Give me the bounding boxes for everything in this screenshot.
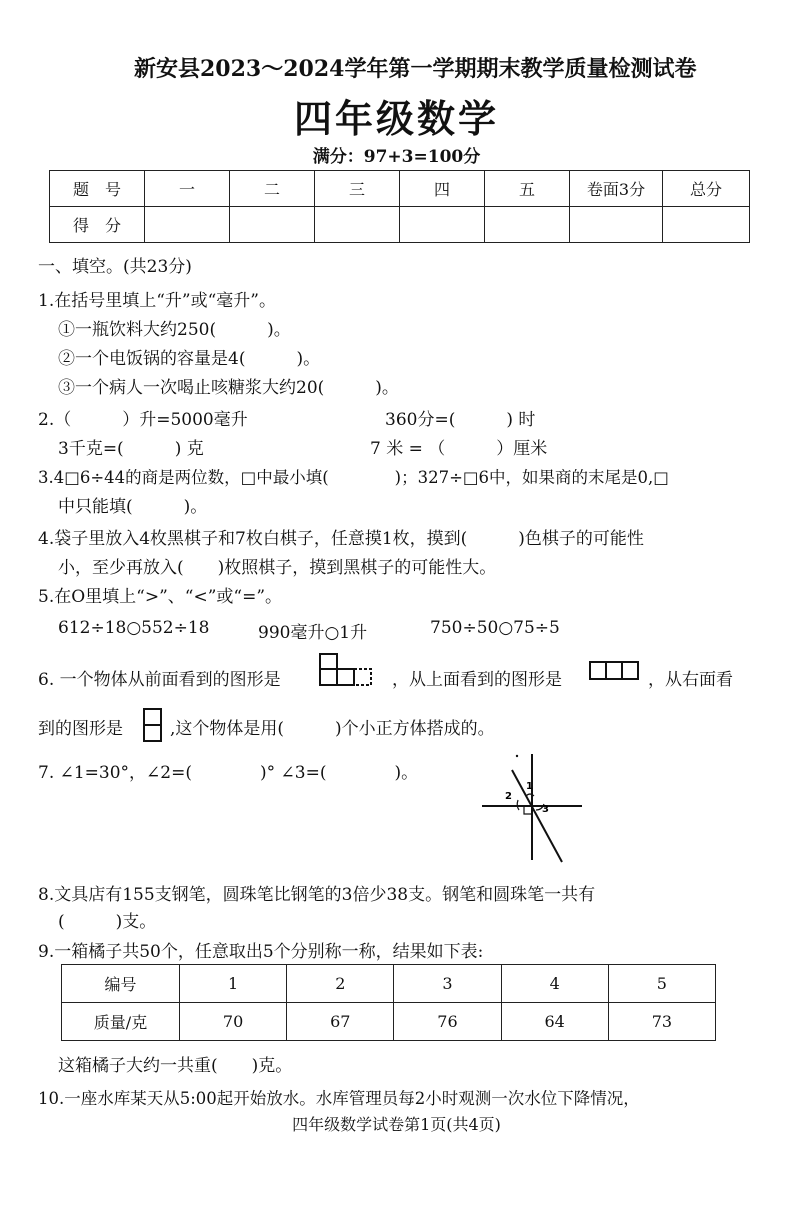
q8-line2: ( )支。 — [58, 912, 157, 932]
q10-line1: 10.一座水库某天从5:00起开始放水。水库管理员每2小时观测一次水位下降情况， — [38, 1089, 640, 1108]
q1-item-c: ③一个病人一次喝止咳糖浆大约20( )。 — [58, 378, 399, 398]
q5-item-a: 612÷18○552÷18 — [58, 618, 210, 638]
q9-stem: 9.一箱橘子共50个，任意取出5个分别称一称，结果如下表: — [38, 942, 484, 962]
q9-after: 这箱橘子大约一共重( )克。 — [58, 1056, 293, 1076]
q7-text: 7. ∠1=30°，∠2=( )° ∠3=( )。 — [38, 763, 419, 783]
q6-part4: 到的图形是 — [38, 719, 123, 739]
angle-diagram — [478, 752, 588, 864]
score-entry-cell[interactable] — [485, 207, 570, 243]
q4-line1: 4.袋子里放入4枚黑棋子和7枚白棋子，任意摸1枚，摸到( )色棋子的可能性 — [38, 529, 644, 549]
q6-part1: 6. 一个物体从前面看到的图形是 — [38, 670, 281, 690]
table-cell: 1 — [180, 965, 287, 1003]
q1-item-b: ②一个电饭锅的容量是4( )。 — [58, 349, 321, 369]
score-header-cell: 总分 — [663, 171, 750, 207]
q5-item-c: 750÷50○75÷5 — [430, 618, 560, 638]
table-cell: 质量/克 — [62, 1003, 180, 1041]
q6-part5: ,这个物体是用( )个小正方体搭成的。 — [170, 719, 495, 739]
page-footer: 四年级数学试卷第1页(共4页) — [292, 1115, 501, 1134]
q3-line1: 3.4□6÷44的商是两位数，□中最小填( )；327÷□6中，如果商的末尾是0,□ — [38, 468, 669, 487]
table-cell: 73 — [608, 1003, 715, 1041]
score-entry-cell[interactable] — [315, 207, 400, 243]
q6-part3: ，从右面看 — [648, 670, 733, 690]
angle-label-2: 2 — [505, 791, 512, 802]
score-header-cell: 四 — [400, 171, 485, 207]
table-cell: 70 — [180, 1003, 287, 1041]
score-table — [49, 170, 750, 243]
q8-line1: 8.文具店有155支钢笔，圆珠笔比钢笔的3倍少38支。钢笔和圆珠笔一共有 — [38, 885, 596, 905]
score-entry-cell[interactable] — [145, 207, 230, 243]
full-score: 满分：97+3=100分 — [312, 147, 481, 167]
right-view-figure — [142, 707, 164, 745]
score-entry-cell[interactable] — [230, 207, 315, 243]
table-cell: 64 — [501, 1003, 608, 1041]
front-view-figure — [318, 652, 376, 688]
q2-item-d: 7 米 = （ ）厘米 — [370, 439, 548, 459]
score-header-cell: 五 — [485, 171, 570, 207]
q2-item-c: 3千克=( ) 克 — [58, 439, 204, 459]
q2-item-b: 360分=( ) 时 — [385, 410, 536, 430]
table-cell: 4 — [501, 965, 608, 1003]
section-title: 一、填空。(共23分) — [38, 257, 192, 277]
subject-title: 四年级数学 — [293, 96, 499, 141]
table-cell: 76 — [394, 1003, 501, 1041]
score-entry-cell[interactable] — [663, 207, 750, 243]
q5-stem: 5.在O里填上“>”、“<”或“=”。 — [38, 587, 283, 607]
orange-weight-table — [61, 964, 716, 1041]
score-entry-cell[interactable] — [570, 207, 663, 243]
q2-item-a: 2.（ ）升=5000毫升 — [38, 410, 248, 430]
q6-part2: ，从上面看到的图形是 — [392, 670, 562, 690]
q1-stem: 1.在括号里填上“升”或“毫升”。 — [38, 291, 276, 311]
table-cell: 2 — [287, 965, 394, 1003]
table-cell: 5 — [608, 965, 715, 1003]
exam-title: 新安县2023～2024学年第一学期期末教学质量检测试卷 — [134, 56, 697, 82]
table-cell: 67 — [287, 1003, 394, 1041]
q5-item-b: 990毫升○1升 — [258, 623, 368, 643]
score-header-cell: 卷面3分 — [570, 171, 663, 207]
score-entry-cell[interactable] — [400, 207, 485, 243]
table-cell: 3 — [394, 965, 501, 1003]
angle-label-1: 1 — [526, 781, 533, 792]
angle-label-3: 3 — [542, 804, 549, 815]
q1-item-a: ①一瓶饮料大约250( )。 — [58, 320, 291, 340]
score-header-cell: 题 号 — [50, 171, 145, 207]
top-view-figure — [588, 660, 640, 682]
score-row-label: 得 分 — [50, 207, 145, 243]
table-cell: 编号 — [62, 965, 180, 1003]
score-header-cell: 三 — [315, 171, 400, 207]
q4-line2: 小，至少再放入( )枚照棋子，摸到黑棋子的可能性大。 — [58, 558, 497, 578]
score-header-cell: 二 — [230, 171, 315, 207]
q3-line2: 中只能填( )。 — [58, 497, 208, 517]
score-header-cell: 一 — [145, 171, 230, 207]
